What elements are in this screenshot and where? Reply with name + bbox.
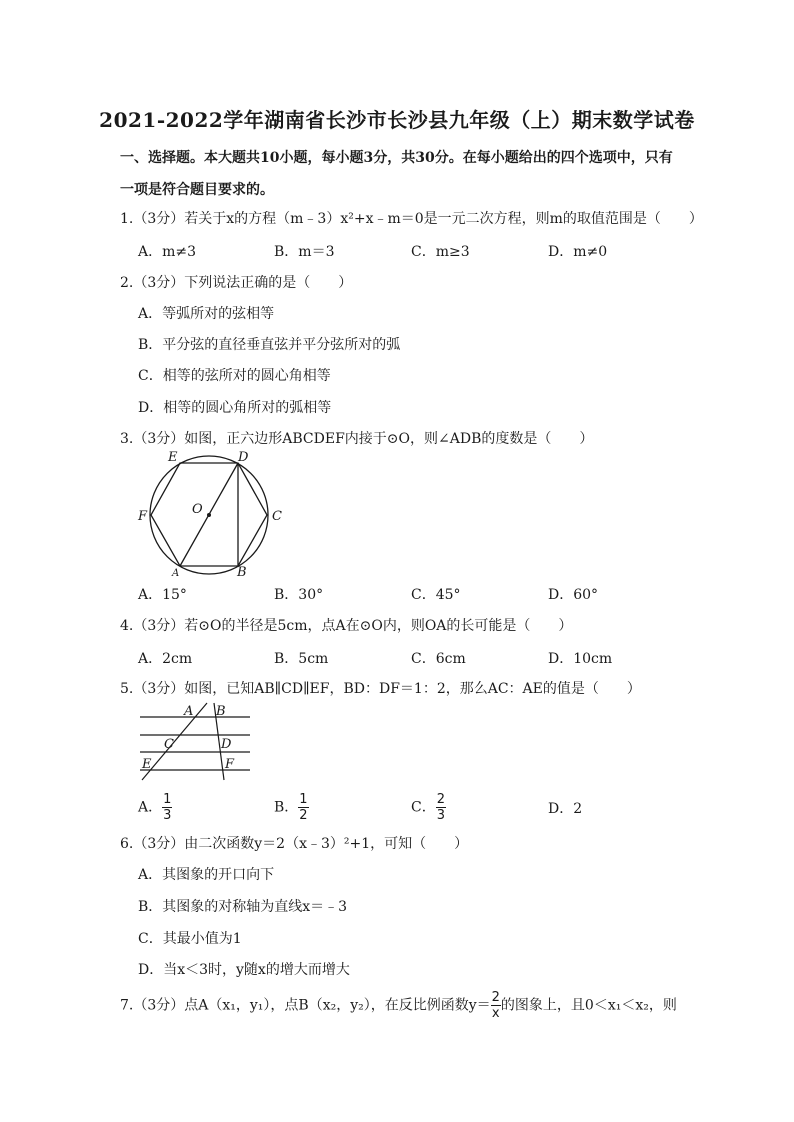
label-a: A (184, 704, 194, 719)
q5-option-d: D．2 (548, 801, 583, 817)
question-3-stem: 3.（3分）如图，正六边形ABCDEF内接于⊙O，则∠ADB的度数是（ ） (120, 431, 594, 447)
q2-option-a: A．等弧所对的弦相等 (138, 306, 275, 322)
q5-option-b: B． $\frac{1}{2}$ (274, 792, 308, 823)
label-c: C (272, 509, 282, 524)
q2-option-c: C．相等的弦所对的圆心角相等 (138, 368, 331, 384)
paper-title: 2021-2022学年湖南省长沙市长沙县九年级（上）期末数学试卷 (99, 108, 695, 132)
question-1-stem: 1.（3分）若关于x的方程（m﹣3）x²+x﹣m＝0是一元二次方程，则m的取值范围是（ ） (120, 211, 703, 227)
question-2-stem: 2.（3分）下列说法正确的是（ ） (120, 275, 353, 291)
label-d: D (238, 450, 249, 465)
q3-option-c: C．45° (411, 587, 461, 603)
q4-option-b: B．5cm (274, 651, 329, 667)
label-b: B (237, 565, 247, 578)
q3-option-b: B．30° (274, 587, 324, 603)
hexagon-figure (134, 448, 284, 578)
question-7-stem: 7.（3分）点A（x₁，y₁），点B（x₂，y₂），在反比例函数y＝ $\frac{2}{x}$ 的图象上，且0＜x₁＜x₂，则 (120, 990, 677, 1021)
label-d: D (221, 737, 232, 752)
label-c: C (164, 737, 174, 752)
q4-option-a: A．2cm (138, 651, 193, 667)
section-heading: 一、选择题。本大题共10小题，每小题3分，共30分。在每小题给出的四个选项中，只有一项是符合题目要求的。 (120, 150, 673, 198)
label-e: E (142, 757, 152, 772)
q1-option-d: D．m≠0 (548, 244, 608, 260)
q1-option-c: C．m≥3 (411, 244, 470, 260)
q4-option-c: C．6cm (411, 651, 466, 667)
q3-option-d: D．60° (548, 587, 599, 603)
label-e: E (168, 450, 178, 465)
question-4-stem: 4.（3分）若⊙O的半径是5cm，点A在⊙O内，则OA的长可能是（ ） (120, 618, 573, 634)
q3-option-a: A．15° (138, 587, 187, 603)
parallel-lines-figure (134, 700, 254, 782)
label-a: A (172, 568, 180, 578)
question-6-stem: 6.（3分）由二次函数y＝2（x﹣3）²+1，可知（ ） (120, 836, 469, 852)
label-b: B (216, 704, 226, 719)
q4-option-d: D．10cm (548, 651, 613, 667)
q2-option-b: B．平分弦的直径垂直弦并平分弦所对的弧 (138, 337, 401, 353)
q5-option-c: C． $\frac{2}{3}$ (411, 792, 445, 823)
q6-option-d: D．当x＜3时，y随x的增大而增大 (138, 962, 350, 978)
label-f: F (138, 509, 148, 524)
q6-option-b: B．其图象的对称轴为直线x＝﹣3 (138, 899, 348, 915)
q1-option-b: B．m＝3 (274, 244, 335, 260)
label-o: O (192, 502, 203, 517)
label-f: F (225, 757, 235, 772)
q5-option-a: A． $\frac{1}{3}$ (138, 792, 172, 823)
q2-option-d: D．相等的圆心角所对的弧相等 (138, 400, 332, 416)
q6-option-c: C．其最小值为1 (138, 931, 242, 947)
q1-option-a: A．m≠3 (138, 244, 197, 260)
q6-option-a: A．其图象的开口向下 (138, 867, 275, 883)
question-5-stem: 5.（3分）如图，已知AB∥CD∥EF，BD：DF＝1：2，那么AC：AE的值是（ ） (120, 681, 641, 697)
